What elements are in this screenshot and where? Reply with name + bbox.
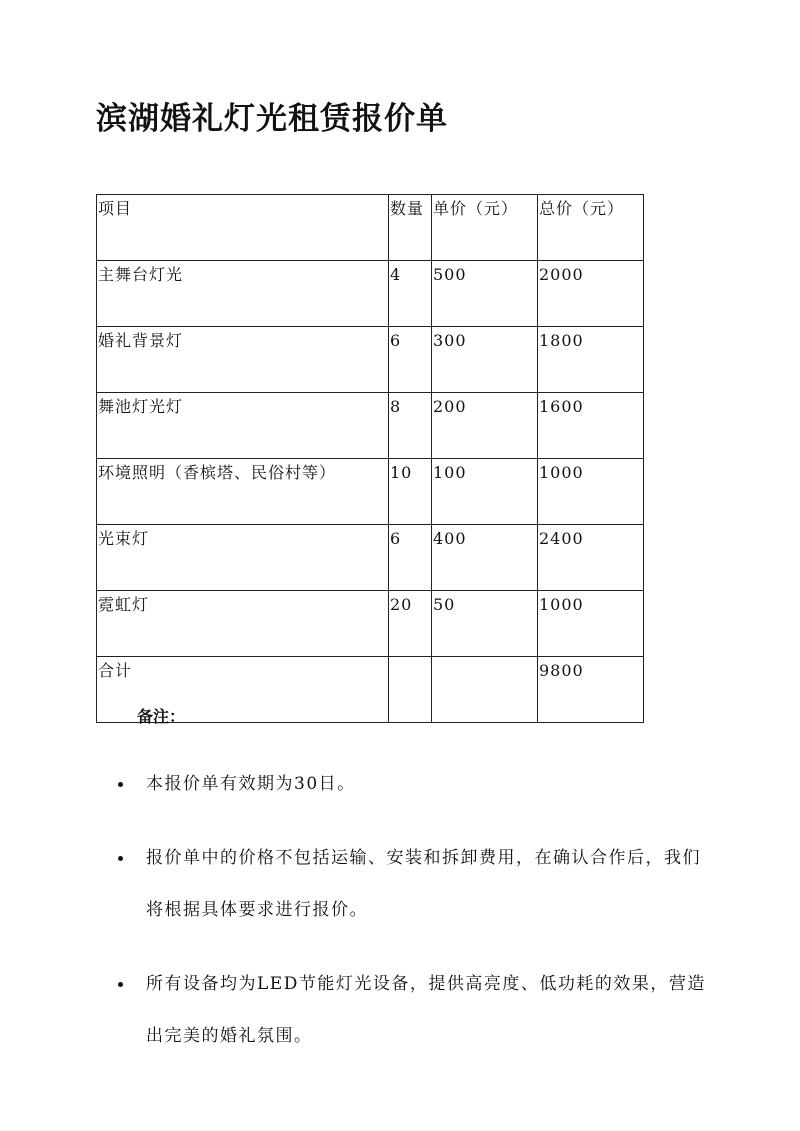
cell-unit-price: 50	[432, 591, 538, 657]
cell-item: 光束灯	[97, 525, 389, 591]
table-row	[97, 327, 644, 393]
cell-quantity: 4	[389, 261, 432, 327]
cell-quantity: 6	[389, 525, 432, 591]
notes-list	[118, 758, 718, 1084]
cell-quantity: 6	[389, 327, 432, 393]
table-header-row	[97, 195, 644, 261]
header-quantity: 数量	[389, 195, 432, 261]
cell-unit-price: 300	[432, 327, 538, 393]
header-unit-price: 单价（元）	[432, 195, 538, 261]
total-quantity	[389, 657, 432, 723]
cell-item: 舞池灯光灯	[97, 393, 389, 459]
note-item: 所有设备均为LED节能灯光设备，提供高亮度、低功耗的效果，营造出完美的婚礼氛围。	[118, 958, 718, 1062]
note-item: 本报价单有效期为30日。	[118, 758, 718, 810]
table-row	[97, 591, 644, 657]
cell-total-price: 2000	[538, 261, 644, 327]
total-unit-price	[432, 657, 538, 723]
cell-total-price: 1800	[538, 327, 644, 393]
total-amount: 9800	[538, 657, 644, 723]
header-item: 项目	[97, 195, 389, 261]
cell-unit-price: 100	[432, 459, 538, 525]
page-title: 滨湖婚礼灯光租赁报价单	[96, 101, 448, 137]
cell-total-price: 1000	[538, 591, 644, 657]
cell-item: 霓虹灯	[97, 591, 389, 657]
notes-label: 备注：	[137, 707, 186, 726]
cell-item: 主舞台灯光	[97, 261, 389, 327]
cell-item: 环境照明（香槟塔、民俗村等）	[97, 459, 389, 525]
cell-quantity: 10	[389, 459, 432, 525]
cell-total-price: 1000	[538, 459, 644, 525]
cell-unit-price: 400	[432, 525, 538, 591]
note-item: 报价单中的价格不包括运输、安装和拆卸费用，在确认合作后，我们将根据具体要求进行报价。	[118, 832, 718, 936]
table-row	[97, 393, 644, 459]
header-total-price: 总价（元）	[538, 195, 644, 261]
quote-table	[96, 194, 644, 723]
cell-unit-price: 200	[432, 393, 538, 459]
table-row	[97, 459, 644, 525]
total-label: 合计	[97, 657, 389, 723]
cell-quantity: 8	[389, 393, 432, 459]
cell-item: 婚礼背景灯	[97, 327, 389, 393]
table-row	[97, 525, 644, 591]
table-row	[97, 261, 644, 327]
cell-quantity: 20	[389, 591, 432, 657]
cell-total-price: 1600	[538, 393, 644, 459]
cell-total-price: 2400	[538, 525, 644, 591]
cell-unit-price: 500	[432, 261, 538, 327]
